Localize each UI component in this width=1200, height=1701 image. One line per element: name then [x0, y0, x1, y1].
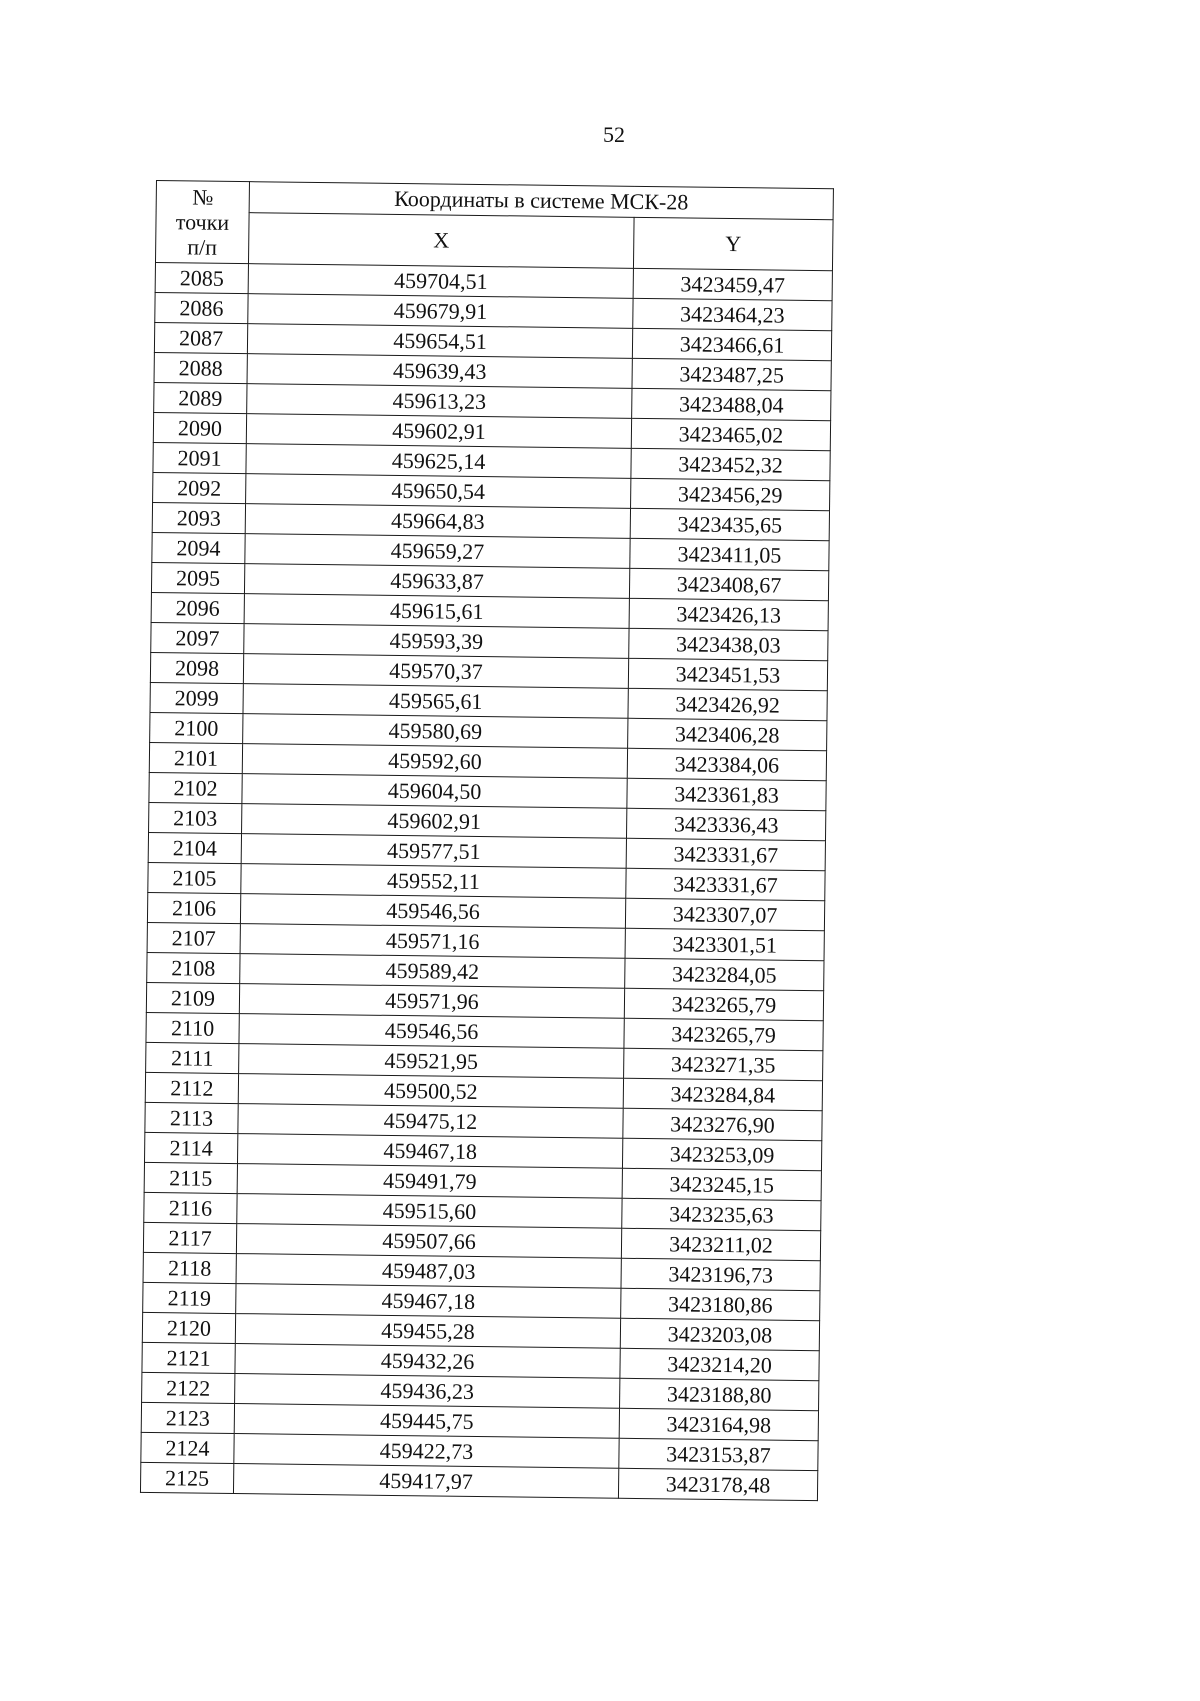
x-coordinate-cell: 459552,11: [241, 864, 626, 899]
point-number-cell: 2117: [143, 1222, 236, 1253]
coordinates-table: [140, 180, 834, 1501]
table-header: [155, 181, 833, 271]
y-coordinate-cell: 3423331,67: [626, 838, 825, 870]
y-coordinate-cell: 3423253,09: [622, 1138, 821, 1170]
table-body: [140, 262, 832, 1500]
point-number-cell: 2100: [150, 712, 243, 743]
x-coordinate-cell: 459659,27: [245, 534, 630, 569]
point-number-header-line1: №: [192, 184, 214, 210]
y-coordinate-cell: 3423336,43: [626, 808, 825, 840]
x-coordinate-cell: 459432,26: [235, 1344, 620, 1379]
x-column-header: X: [248, 213, 634, 269]
x-coordinate-cell: 459593,39: [244, 624, 629, 659]
x-coordinate-cell: 459565,61: [243, 684, 628, 719]
y-coordinate-cell: 3423411,05: [630, 538, 829, 570]
y-coordinate-cell: 3423384,06: [627, 748, 826, 780]
x-coordinate-cell: 459417,97: [233, 1464, 618, 1499]
y-coordinate-cell: 3423153,87: [619, 1438, 818, 1470]
y-coordinate-cell: 3423214,20: [620, 1348, 819, 1380]
page-number: 52: [603, 122, 625, 147]
point-number-cell: 2098: [150, 652, 243, 683]
point-number-cell: 2119: [143, 1282, 236, 1313]
point-number-cell: 2106: [147, 892, 240, 923]
point-number-cell: 2096: [151, 592, 244, 623]
y-coordinate-cell: 3423426,13: [629, 598, 828, 630]
y-coordinate-cell: 3423196,73: [621, 1258, 820, 1290]
x-coordinate-cell: 459613,23: [247, 384, 632, 419]
point-number-cell: 2097: [151, 622, 244, 653]
point-number-cell: 2124: [141, 1432, 234, 1463]
point-number-cell: 2120: [142, 1312, 235, 1343]
y-coordinate-cell: 3423464,23: [633, 298, 832, 330]
point-number-cell: 2108: [147, 952, 240, 983]
y-coordinate-cell: 3423406,28: [628, 718, 827, 750]
x-coordinate-cell: 459625,14: [246, 444, 631, 479]
point-number-cell: 2093: [152, 502, 245, 533]
y-coordinate-cell: 3423164,98: [619, 1408, 818, 1440]
y-coordinate-cell: 3423331,67: [626, 868, 825, 900]
point-number-cell: 2118: [143, 1252, 236, 1283]
y-column-header: Y: [633, 217, 833, 270]
y-coordinate-cell: 3423438,03: [629, 628, 828, 660]
y-coordinate-cell: 3423459,47: [633, 268, 832, 300]
x-coordinate-cell: 459436,23: [235, 1374, 620, 1409]
point-number-cell: 2085: [155, 262, 248, 293]
y-coordinate-cell: 3423465,02: [631, 418, 830, 450]
x-coordinate-cell: 459580,69: [243, 714, 628, 749]
x-coordinate-cell: 459633,87: [244, 564, 629, 599]
point-number-cell: 2102: [149, 772, 242, 803]
y-coordinate-cell: 3423265,79: [624, 988, 823, 1020]
x-coordinate-cell: 459571,16: [240, 924, 625, 959]
y-coordinate-cell: 3423361,83: [627, 778, 826, 810]
point-number-cell: 2104: [148, 832, 241, 863]
x-coordinate-cell: 459570,37: [243, 654, 628, 689]
y-coordinate-cell: 3423235,63: [622, 1198, 821, 1230]
y-coordinate-cell: 3423408,67: [629, 568, 828, 600]
y-coordinate-cell: 3423265,79: [624, 1018, 823, 1050]
point-number-cell: 2090: [153, 412, 246, 443]
x-coordinate-cell: 459704,51: [248, 264, 633, 299]
point-number-cell: 2116: [144, 1192, 237, 1223]
x-coordinate-cell: 459639,43: [247, 354, 632, 389]
y-coordinate-cell: 3423456,29: [631, 478, 830, 510]
y-coordinate-cell: 3423245,15: [622, 1168, 821, 1200]
x-coordinate-cell: 459664,83: [245, 504, 630, 539]
y-coordinate-cell: 3423451,53: [628, 658, 827, 690]
point-number-cell: 2113: [145, 1102, 238, 1133]
point-number-cell: 2088: [154, 352, 247, 383]
x-coordinate-cell: 459475,12: [238, 1104, 623, 1139]
y-coordinate-cell: 3423452,32: [631, 448, 830, 480]
x-coordinate-cell: 459602,91: [242, 804, 627, 839]
y-coordinate-cell: 3423435,65: [630, 508, 829, 540]
point-number-cell: 2095: [151, 562, 244, 593]
y-coordinate-cell: 3423466,61: [632, 328, 831, 360]
point-number-cell: 2115: [144, 1162, 237, 1193]
point-number-cell: 2123: [141, 1402, 234, 1433]
point-number-cell: 2087: [154, 322, 247, 353]
point-number-cell: 2086: [155, 292, 248, 323]
point-number-cell: 2110: [146, 1012, 239, 1043]
x-coordinate-cell: 459577,51: [241, 834, 626, 869]
point-number-cell: 2094: [152, 532, 245, 563]
point-number-cell: 2105: [148, 862, 241, 893]
y-coordinate-cell: 3423276,90: [623, 1108, 822, 1140]
point-number-cell: 2121: [142, 1342, 235, 1373]
y-coordinate-cell: 3423203,08: [620, 1318, 819, 1350]
x-coordinate-cell: 459491,79: [237, 1164, 622, 1199]
x-coordinate-cell: 459654,51: [247, 324, 632, 359]
y-coordinate-cell: 3423488,04: [632, 388, 831, 420]
point-number-cell: 2091: [153, 442, 246, 473]
x-coordinate-cell: 459571,96: [239, 984, 624, 1019]
x-coordinate-cell: 459467,18: [236, 1284, 621, 1319]
point-number-cell: 2092: [153, 472, 246, 503]
x-coordinate-cell: 459546,56: [240, 894, 625, 929]
point-number-header-line3: п/п: [187, 234, 218, 260]
y-coordinate-cell: 3423271,35: [624, 1048, 823, 1080]
x-coordinate-cell: 459521,95: [239, 1044, 624, 1079]
point-number-cell: 2111: [146, 1042, 239, 1073]
y-coordinate-cell: 3423284,05: [625, 958, 824, 990]
x-coordinate-cell: 459467,18: [237, 1134, 622, 1169]
y-coordinate-cell: 3423188,80: [620, 1378, 819, 1410]
x-coordinate-cell: 459515,60: [237, 1194, 622, 1229]
y-coordinate-cell: 3423178,48: [618, 1468, 817, 1500]
x-coordinate-cell: 459422,73: [234, 1434, 619, 1469]
x-coordinate-cell: 459445,75: [234, 1404, 619, 1439]
x-coordinate-cell: 459592,60: [242, 744, 627, 779]
point-number-cell: 2112: [145, 1072, 238, 1103]
y-coordinate-cell: 3423426,92: [628, 688, 827, 720]
x-coordinate-cell: 459455,28: [235, 1314, 620, 1349]
y-coordinate-cell: 3423284,84: [623, 1078, 822, 1110]
point-number-cell: 2099: [150, 682, 243, 713]
coordinates-group-header: Координаты в системе МСК-28: [249, 182, 833, 220]
y-coordinate-cell: 3423301,51: [625, 928, 824, 960]
x-coordinate-cell: 459602,91: [246, 414, 631, 449]
point-number-cell: 2107: [147, 922, 240, 953]
x-coordinate-cell: 459615,61: [244, 594, 629, 629]
point-number-cell: 2125: [140, 1462, 233, 1493]
x-coordinate-cell: 459589,42: [240, 954, 625, 989]
x-coordinate-cell: 459507,66: [236, 1224, 621, 1259]
x-coordinate-cell: 459604,50: [242, 774, 627, 809]
y-coordinate-cell: 3423211,02: [621, 1228, 820, 1260]
x-coordinate-cell: 459500,52: [238, 1074, 623, 1109]
x-coordinate-cell: 459679,91: [248, 294, 633, 329]
x-coordinate-cell: 459546,56: [239, 1014, 624, 1049]
x-coordinate-cell: 459650,54: [246, 474, 631, 509]
y-coordinate-cell: 3423487,25: [632, 358, 831, 390]
y-coordinate-cell: 3423180,86: [621, 1288, 820, 1320]
point-number-header-line2: точки: [175, 209, 230, 235]
y-coordinate-cell: 3423307,07: [625, 898, 824, 930]
point-number-cell: 2101: [149, 742, 242, 773]
point-number-cell: 2114: [144, 1132, 237, 1163]
point-number-header: [155, 181, 249, 264]
point-number-cell: 2109: [146, 982, 239, 1013]
point-number-cell: 2103: [149, 802, 242, 833]
point-number-cell: 2089: [154, 382, 247, 413]
point-number-cell: 2122: [142, 1372, 235, 1403]
x-coordinate-cell: 459487,03: [236, 1254, 621, 1289]
